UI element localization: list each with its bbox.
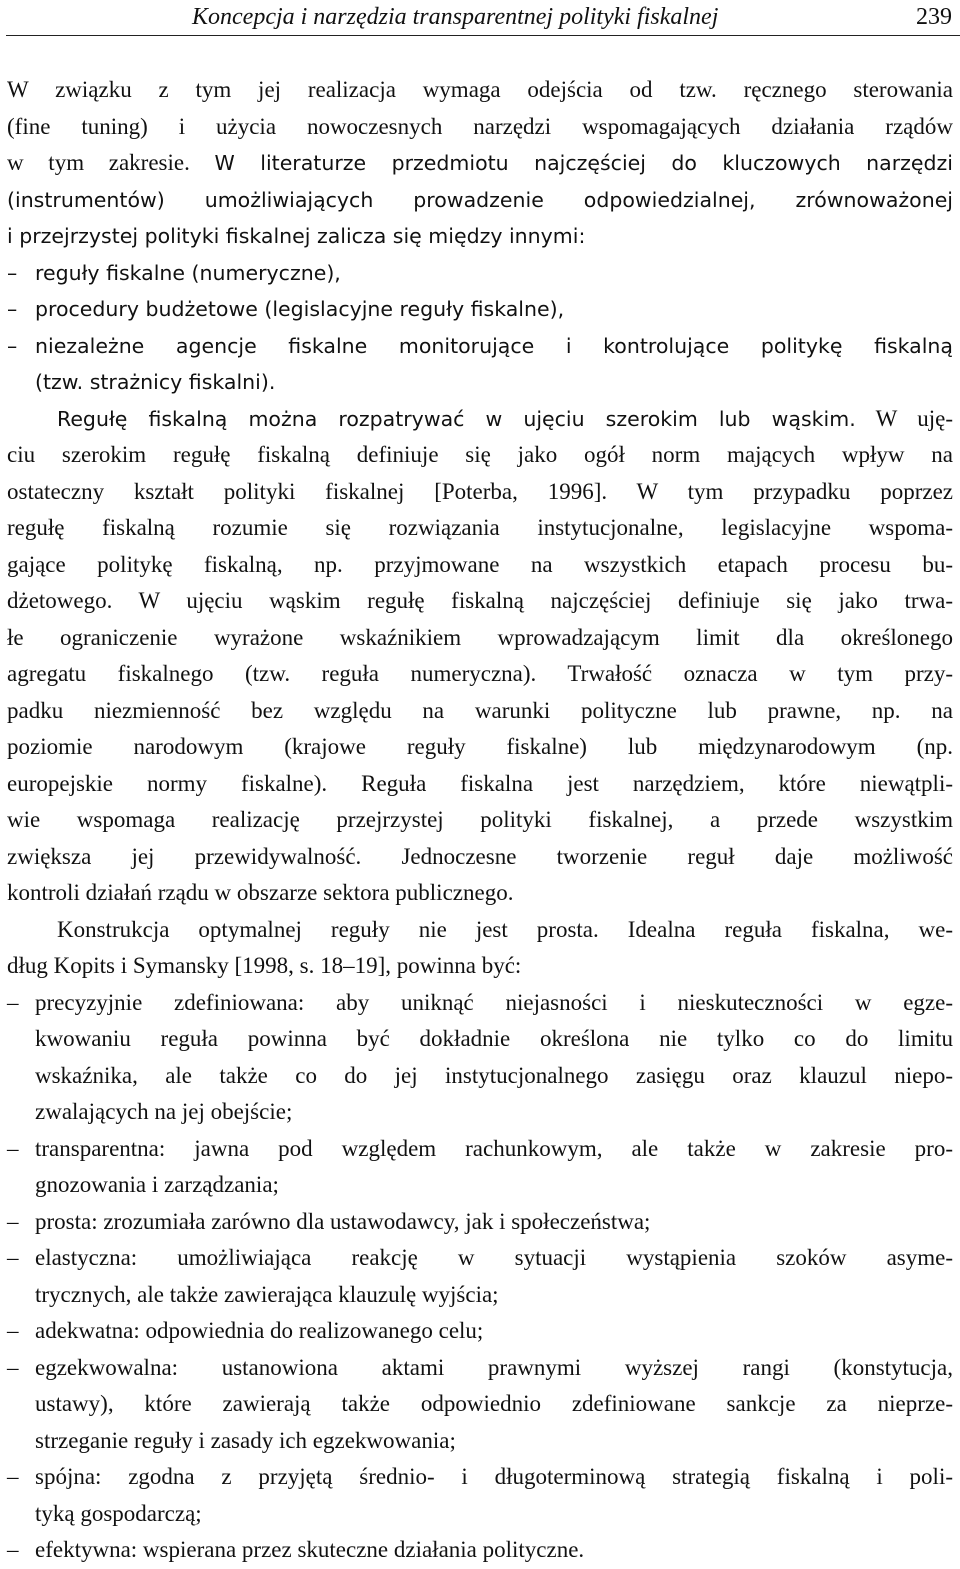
list-item <box>7 1350 953 1387</box>
text-run: W literaturze przedmiotu najczęściej do kluczowych narzędzi <box>214 151 953 175</box>
paragraph-line: ostateczny kształt polityki fiskalnej [Poterba, 1996]. W tym przypadku poprzez <box>7 478 953 504</box>
paragraph-line: padku niezmienność bez względu na warunki polityczne lub prawne, np. na <box>7 697 953 723</box>
paragraph-line: Konstrukcja optymalnej reguły nie jest prosta. Idealna reguła fiskalna, we- <box>57 916 953 942</box>
paragraph-line: W związku z tym jej realizacja wymaga odejścia od tzw. ręcznego sterowania <box>7 77 953 102</box>
paragraph-line: regułę fiskalną rozumie się rozwiązania instytucjonalne, legislacyjne wspoma- <box>7 515 953 540</box>
page-body <box>7 72 953 1569</box>
list-item-text: spójna: zgodna z przyjętą średnio- i długoterminową strategią fiskalną i poli- <box>35 1464 953 1489</box>
list-dash: – <box>7 1464 19 1489</box>
list-item-text: transparentna: jawna pod względem rachunkowym, ale także w zakresie pro- <box>35 1135 953 1161</box>
list-dash: – <box>7 1318 19 1343</box>
list-item-text: egzekwowalna: ustanowiona aktami prawnymi wyższej rangi (konstytucja, <box>35 1354 953 1380</box>
page-header <box>0 0 960 40</box>
list-item-text: procedury budżetowe (legislacyjne reguły fiskalne), <box>35 297 565 321</box>
list-dash: – <box>7 333 18 358</box>
paragraph-line: łe ograniczenie wyrażone wskaźnikiem wprowadzającym limit dla określonego <box>7 624 953 650</box>
list-item-continuation: zwalających na jej obejście; <box>35 1099 293 1124</box>
paragraph-line: poziomie narodowym (krajowe reguły fiskalne) lub międzynarodowym (np. <box>7 734 953 759</box>
list-item-continuation: (tzw. strażnicy fiskalni). <box>35 370 276 394</box>
text-run: Regułę fiskalną można rozpatrywać w ujęciu szerokim lub wąskim. <box>57 406 856 431</box>
paragraph-line <box>7 401 953 438</box>
text-run: W uję- <box>875 405 953 431</box>
paragraph-line: europejskie normy fiskalne). Reguła fiskalna jest narzędziem, które niewątpli- <box>7 770 953 796</box>
paragraph-line: dżetowego. W ujęciu wąskim regułę fiskalną najczęściej definiuje się jako trwa- <box>7 588 953 613</box>
list-item <box>7 1313 953 1350</box>
list-item <box>7 1459 953 1496</box>
list-item <box>7 1532 953 1569</box>
running-title: Koncepcja i narzędzia transparentnej polityki fiskalnej <box>192 4 719 30</box>
list-dash: – <box>7 1354 19 1380</box>
text-run: w tym zakresie. <box>7 150 190 175</box>
list-dash: – <box>7 1537 19 1562</box>
list-item-text: efektywna: wspierana przez skuteczne działania polityczne. <box>35 1537 585 1562</box>
paragraph-line: ciu szerokim regułę fiskalną definiuje się jako ogół norm mających wpływ na <box>7 442 953 467</box>
list-item-text: adekwatna: odpowiednia do realizowanego celu; <box>35 1318 484 1343</box>
list-dash: – <box>7 989 19 1015</box>
paragraph-line: kontroli działań rządu w obszarze sektora publicznego. <box>7 880 514 905</box>
list-dash: – <box>7 1245 19 1270</box>
list-item-text: reguły fiskalne (numeryczne), <box>35 260 341 285</box>
paragraph-line: i przejrzystej polityki fiskalnej zalicza się między innymi: <box>7 224 586 248</box>
list-item-continuation: kwowaniu reguła powinna być dokładnie określona nie tylko co do limitu <box>35 1026 953 1051</box>
list-item <box>7 1131 953 1168</box>
paragraph-line: gające politykę fiskalną, np. przyjmowane na wszystkich etapach procesu bu- <box>7 551 953 577</box>
paragraph-line: dług Kopits i Symansky [1998, s. 18–19], powinna być: <box>7 953 522 978</box>
list-item-text: niezależne agencje fiskalne monitorujące i kontrolujące politykę fiskalną <box>35 333 953 358</box>
list-item-text: precyzyjnie zdefiniowana: aby uniknąć niejasności i nieskuteczności w egze- <box>35 989 953 1015</box>
paragraph-line: (fine tuning) i użycia nowoczesnych narzędzi wspomagających działania rządów <box>7 113 953 139</box>
paragraph-line: wie wspomaga realizację przejrzystej polityki fiskalnej, a przede wszystkim <box>7 807 953 832</box>
list-item-continuation: ustawy), które zawierają także odpowiednio zdefiniowane sankcje za nieprze- <box>35 1391 953 1416</box>
list-dash: – <box>7 1135 19 1161</box>
list-item <box>7 291 953 328</box>
page-number: 239 <box>916 4 952 30</box>
list-item-continuation: gnozowania i zarządzania; <box>35 1172 279 1197</box>
paragraph-line <box>7 145 953 182</box>
list-item-continuation: strzeganie reguły i zasady ich egzekwowania; <box>35 1427 456 1453</box>
list-item-text: prosta: zrozumiała zarówno dla ustawodawcy, jak i społeczeństwa; <box>35 1208 651 1234</box>
list-item <box>7 985 953 1022</box>
paragraph-line: zwiększa jej przewidywalność. Jednoczesne tworzenie reguł daje możliwość <box>7 843 953 869</box>
list-item <box>7 255 953 292</box>
list-item-continuation: trycznych, ale także zawierająca klauzulę wyjścia; <box>35 1281 499 1307</box>
list-item-continuation: tyką gospodarczą; <box>35 1500 202 1526</box>
header-rule <box>6 35 960 36</box>
list-item <box>7 1240 953 1277</box>
list-item-text: elastyczna: umożliwiająca reakcję w sytuacji wystąpienia szoków asyme- <box>35 1245 953 1270</box>
list-item-continuation: wskaźnika, ale także co do jej instytucjonalnego zasięgu oraz klauzul niepo- <box>35 1062 953 1088</box>
list-dash: – <box>7 1208 19 1234</box>
list-dash: – <box>7 297 18 321</box>
paragraph-line: (instrumentów) umożliwiających prowadzenie odpowiedzialnej, zrównoważonej <box>7 187 953 212</box>
list-item <box>7 1204 953 1241</box>
list-item <box>7 328 953 365</box>
paragraph-line: agregatu fiskalnego (tzw. reguła numeryczna). Trwałość oznacza w tym przy- <box>7 661 953 686</box>
list-dash: – <box>7 260 18 285</box>
